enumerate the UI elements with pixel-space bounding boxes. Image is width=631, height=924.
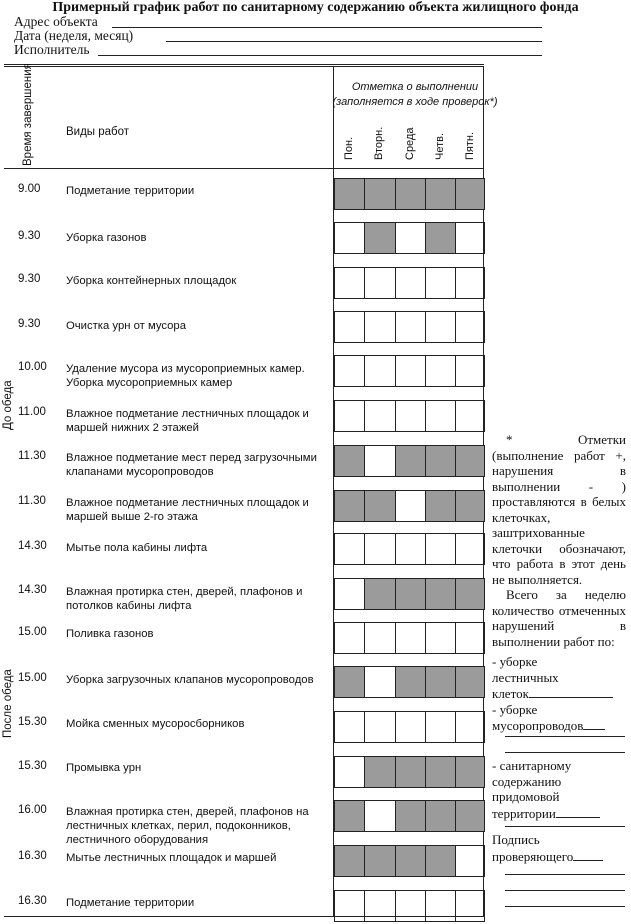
signature-block: Подпись проверяющего <box>492 832 626 864</box>
mark-cell[interactable] <box>395 400 426 432</box>
shaded-cell <box>455 666 485 698</box>
table-header-divider <box>4 168 484 169</box>
row-task: Влажная протирка стен, дверей, плафонов на лестничных клетках, перил, подоконников, лестничного оборудования <box>66 806 309 846</box>
marks-title-2: (заполняется в ходе проверок*) <box>332 96 498 108</box>
mark-cell[interactable] <box>395 622 426 654</box>
mark-cell[interactable] <box>425 890 456 922</box>
mark-cell[interactable] <box>334 222 365 254</box>
row-time: 9.30 <box>18 230 41 242</box>
mark-cell[interactable] <box>334 711 365 743</box>
shaded-cell <box>395 845 426 877</box>
row-task: Очистка урн от мусора <box>66 320 186 332</box>
shaded-cell <box>364 222 396 254</box>
mark-cell[interactable] <box>395 490 426 522</box>
mark-cell[interactable] <box>364 622 396 654</box>
mark-cell[interactable] <box>395 533 426 565</box>
address-field-line <box>112 27 542 28</box>
shaded-cell <box>334 800 365 832</box>
mark-cell[interactable] <box>455 622 485 654</box>
note-blank-line-2 <box>505 752 625 753</box>
mark-cell[interactable] <box>455 845 485 877</box>
row-task: Мытье лестничных площадок и маршей <box>66 852 277 864</box>
note-blank-line-1 <box>505 736 625 737</box>
mark-cell[interactable] <box>334 311 365 343</box>
address-label: Адрес объекта <box>14 14 98 29</box>
row-task: Влажная протирка стен, дверей, плафонов и потолков кабины лифта <box>66 586 303 612</box>
row-time: 9.30 <box>18 318 41 330</box>
mark-cell[interactable] <box>364 711 396 743</box>
executor-label: Исполнитель <box>14 42 90 57</box>
mark-cell[interactable] <box>334 400 365 432</box>
shaded-cell <box>364 578 396 610</box>
mark-cell[interactable] <box>425 400 456 432</box>
mark-cell[interactable] <box>395 890 426 922</box>
shaded-cell <box>455 445 485 477</box>
row-task: Подметание территории <box>66 897 195 909</box>
row-time: 15.30 <box>18 716 47 728</box>
row-task: Влажное подметание лестничных площадок и маршей выше 2-го этажа <box>66 497 309 523</box>
shaded-cell <box>425 222 456 254</box>
date-field-line <box>166 41 542 42</box>
marks-title-1: Отметка о выполнении <box>351 81 479 93</box>
row-task: Мойка сменных мусоросборников <box>66 718 245 730</box>
shaded-cell <box>455 490 485 522</box>
shaded-cell <box>364 845 396 877</box>
shaded-cell <box>395 578 426 610</box>
mark-cell[interactable] <box>455 355 485 387</box>
mark-cell[interactable] <box>364 267 396 299</box>
mark-cell[interactable] <box>395 311 426 343</box>
row-task: Влажное подметание лестничных площадок и маршей нижних 2 этажей <box>66 408 309 434</box>
mark-cell[interactable] <box>334 533 365 565</box>
mark-cell[interactable] <box>334 890 365 922</box>
before-lunch-label: До обеда <box>2 380 14 430</box>
mark-cell[interactable] <box>334 355 365 387</box>
row-time: 15.00 <box>18 672 47 684</box>
mark-cell[interactable] <box>455 267 485 299</box>
note-asterisk: * Отметки (выполнение работ +, нарушения в выполнении - ) проставляются в белых клеточках, заштрихованные клеточки обозначают, что работа в этот день не выполняется. <box>492 432 626 587</box>
shaded-cell <box>395 178 426 210</box>
note-total: Всего за неделю количество отмеченных нарушений в выполнении работ по: <box>492 587 626 649</box>
row-task: Подметание территории <box>66 185 195 197</box>
mark-cell[interactable] <box>395 222 426 254</box>
row-time: 10.00 <box>18 361 47 373</box>
signature-line-1 <box>505 874 625 875</box>
row-time: 9.00 <box>18 183 41 195</box>
mark-cell[interactable] <box>364 666 396 698</box>
shaded-cell <box>455 756 485 788</box>
row-task: Влажное подметание мест перед загрузочными клапанами мусоропроводов <box>66 452 317 478</box>
mark-cell[interactable] <box>334 622 365 654</box>
row-task: Уборка газонов <box>66 232 147 244</box>
shaded-cell <box>395 756 426 788</box>
shaded-cell <box>364 178 396 210</box>
mark-cell[interactable] <box>334 578 365 610</box>
shaded-cell <box>334 178 365 210</box>
mark-cell[interactable] <box>455 711 485 743</box>
mark-cell[interactable] <box>395 267 426 299</box>
shaded-cell <box>425 666 456 698</box>
shaded-cell <box>425 445 456 477</box>
mark-cell[interactable] <box>395 711 426 743</box>
mark-cell[interactable] <box>334 756 365 788</box>
row-time: 16.00 <box>18 804 47 816</box>
signature-line-2 <box>505 890 625 891</box>
row-time: 11.30 <box>18 495 46 507</box>
mark-cell[interactable] <box>334 267 365 299</box>
shaded-cell <box>395 445 426 477</box>
mark-cell[interactable] <box>364 890 396 922</box>
mark-cell[interactable] <box>425 622 456 654</box>
row-task: Промывка урн <box>66 762 142 774</box>
mark-cell[interactable] <box>364 445 396 477</box>
mark-cell[interactable] <box>395 355 426 387</box>
shaded-cell <box>334 666 365 698</box>
row-task: Мытье пола кабины лифта <box>66 542 208 554</box>
mark-cell[interactable] <box>425 355 456 387</box>
col-work-header: Виды работ <box>66 126 130 138</box>
date-label: Дата (неделя, месяц) <box>14 28 134 43</box>
mark-cell[interactable] <box>425 533 456 565</box>
mark-cell[interactable] <box>364 355 396 387</box>
shaded-cell <box>364 756 396 788</box>
mark-cell[interactable] <box>364 311 396 343</box>
day-header: Четв. <box>434 132 446 160</box>
note-item-1: - уборке лестничных клеток - уборке мусоропроводов <box>492 654 626 734</box>
mark-cell[interactable] <box>455 222 485 254</box>
shaded-cell <box>425 756 456 788</box>
row-task: Удаление мусора из мусороприемных камер. Уборка мусороприемных камер <box>66 363 305 389</box>
shaded-cell <box>334 445 365 477</box>
row-time: 14.30 <box>18 584 47 596</box>
day-header: Вторн. <box>373 126 385 160</box>
mark-cell[interactable] <box>455 533 485 565</box>
shaded-cell <box>395 800 426 832</box>
row-time: 9.30 <box>18 273 41 285</box>
mark-cell[interactable] <box>425 311 456 343</box>
shaded-cell <box>455 578 485 610</box>
shaded-cell <box>455 800 485 832</box>
row-time: 16.30 <box>18 850 47 862</box>
mark-cell[interactable] <box>455 890 485 922</box>
shaded-cell <box>425 845 456 877</box>
day-header: Пятн. <box>464 131 476 160</box>
note-blank-line-3 <box>505 826 625 827</box>
notes-block <box>492 432 626 649</box>
shaded-cell <box>425 578 456 610</box>
signature-line-3 <box>505 906 625 907</box>
mark-cell[interactable] <box>364 533 396 565</box>
row-task: Поливка газонов <box>66 628 154 640</box>
shaded-cell <box>364 490 396 522</box>
row-time: 11.00 <box>18 406 46 418</box>
document-title: Примерный график работ по санитарному содержанию объекта жилищного фонда <box>52 0 579 15</box>
mark-cell[interactable] <box>425 711 456 743</box>
row-time: 11.30 <box>18 450 46 462</box>
mark-cell[interactable] <box>455 311 485 343</box>
executor-field-line <box>98 55 542 56</box>
shaded-cell <box>334 845 365 877</box>
mark-cell[interactable] <box>364 800 396 832</box>
table-top-border <box>4 64 484 65</box>
shaded-cell <box>425 800 456 832</box>
mark-cell[interactable] <box>455 400 485 432</box>
shaded-cell <box>425 178 456 210</box>
table-top-border-2 <box>4 66 484 67</box>
mark-cell[interactable] <box>364 400 396 432</box>
shaded-cell <box>455 178 485 210</box>
row-task: Уборка загрузочных клапанов мусоропроводов <box>66 674 314 686</box>
col-time-header: Время завершения <box>22 63 34 166</box>
day-header: Пон. <box>343 136 355 160</box>
row-time: 14.30 <box>18 540 47 552</box>
row-time: 15.00 <box>18 626 47 638</box>
shaded-cell <box>395 666 426 698</box>
day-header: Среда <box>404 127 416 160</box>
mark-cell[interactable] <box>425 267 456 299</box>
note-item-3: - санитарному содержанию придомовой территории <box>492 758 626 821</box>
shaded-cell <box>425 490 456 522</box>
row-time: 15.30 <box>18 760 47 772</box>
row-time: 16.30 <box>18 895 47 907</box>
row-task: Уборка контейнерных площадок <box>66 275 237 287</box>
shaded-cell <box>334 490 365 522</box>
after-lunch-label: После обеда <box>2 669 14 738</box>
